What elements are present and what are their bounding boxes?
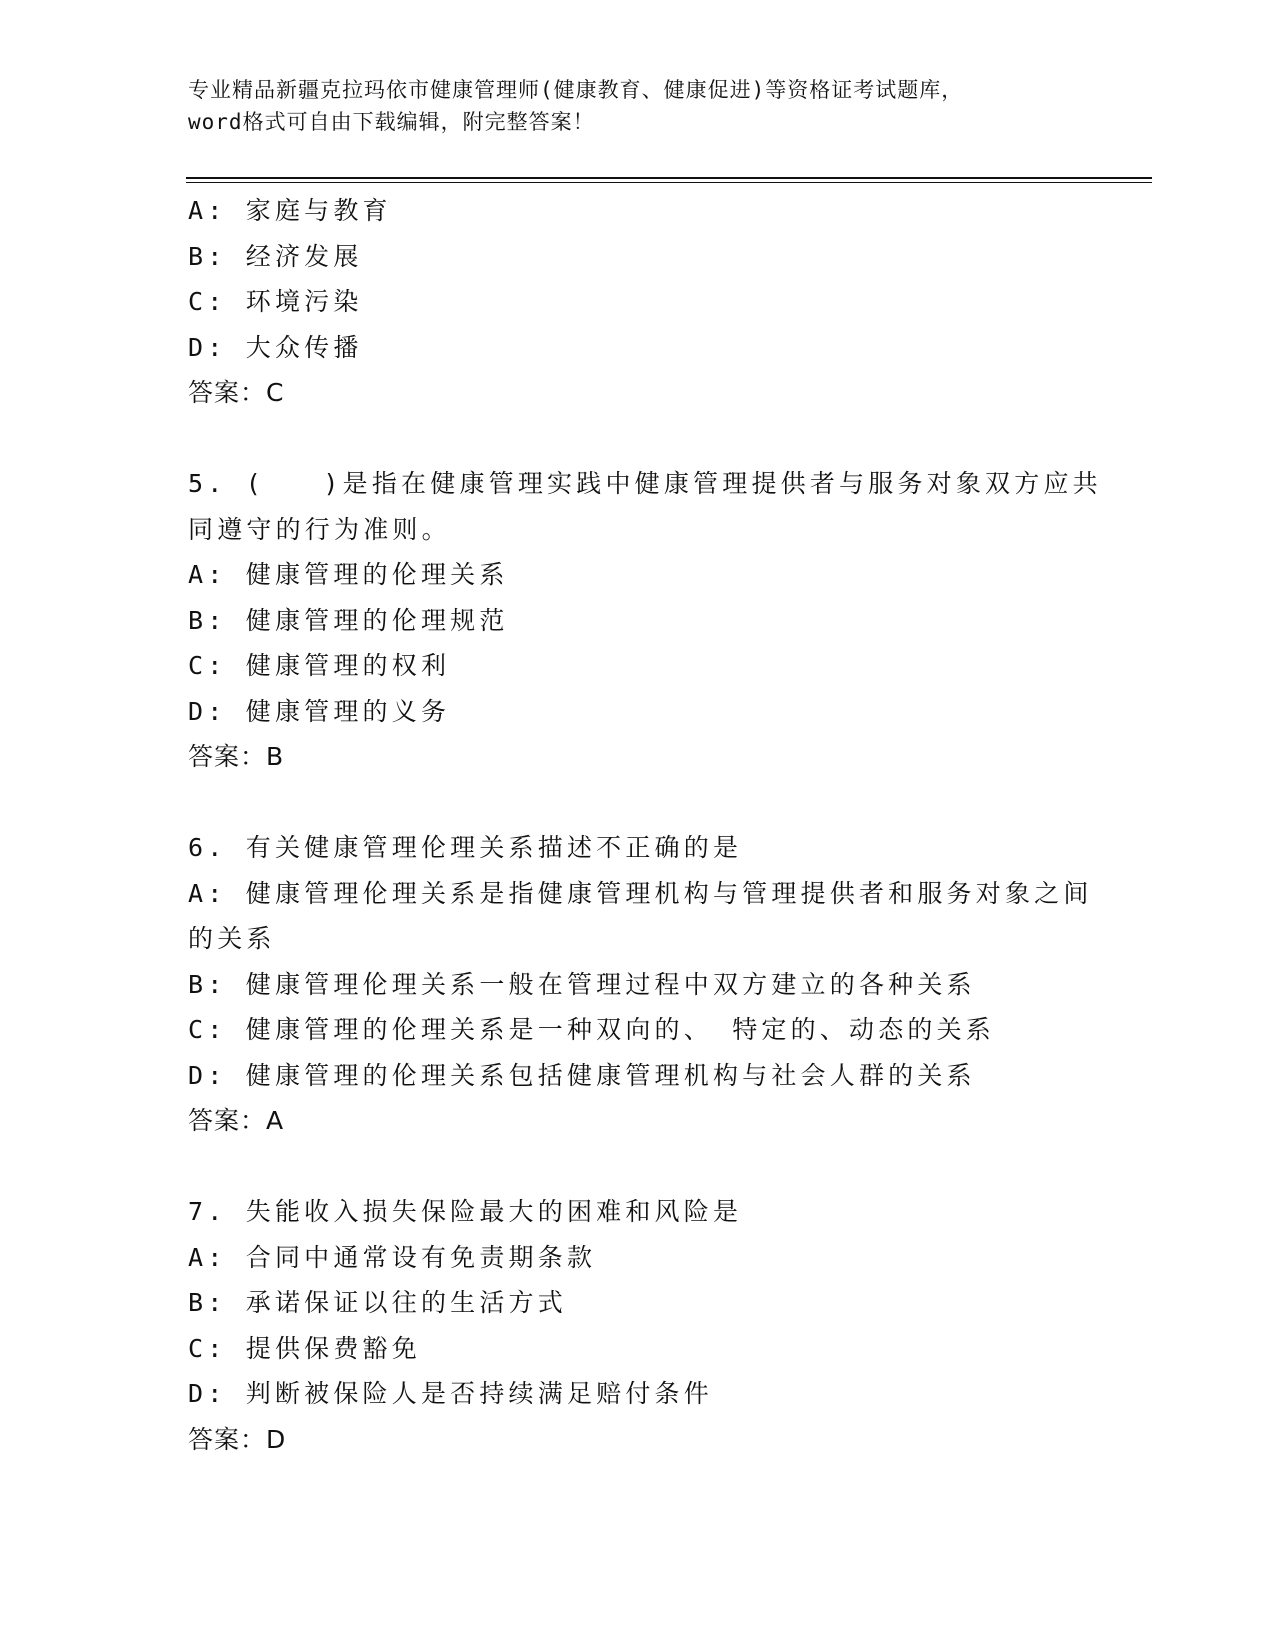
question-stem-line: 6. 有关健康管理伦理关系描述不正确的是 [188,833,743,862]
option-b: B: 健康管理的伦理规范 [188,605,509,635]
question-block-7 [188,1189,1088,1462]
spacer [188,1144,1088,1190]
header-title-line-1: 专业精品新疆克拉玛依市健康管理师(健康教育、健康促进)等资格证考试题库， [188,78,964,102]
question-block-4 [188,188,1088,416]
option-b: B: 承诺保证以往的生活方式 [188,1288,567,1317]
option-c: C: 健康管理的权利 [188,651,451,680]
spacer [188,780,1088,826]
question-stem-line: 同遵守的行为准则。 [188,514,451,544]
answer-line: 答案：A [188,1106,285,1135]
option-d: D: 健康管理的义务 [188,696,451,726]
header-divider-thin [186,182,1152,183]
answer-line: 答案：C [188,378,285,407]
question-block-5 [188,461,1102,780]
question-stem-line: 7. 失能收入损失保险最大的困难和风险是 [188,1197,743,1226]
question-list [188,188,1102,1462]
option-c: C: 健康管理的伦理关系是一种双向的、 特定的、动态的关系 [188,1015,996,1044]
option-b: B: 经济发展 [188,241,363,271]
document-header [188,74,1088,138]
answer-line: 答案：D [188,1424,287,1454]
option-c: C: 提供保费豁免 [188,1333,421,1363]
option-d: D: 大众传播 [188,332,363,362]
answer-line: 答案：B [188,742,285,771]
option-d: D: 判断被保险人是否持续满足赔付条件 [188,1379,713,1408]
question-block-6 [188,825,1093,1144]
option-b: B: 健康管理伦理关系一般在管理过程中双方建立的各种关系 [188,969,976,999]
spacer [188,416,1088,462]
option-a: A: 合同中通常设有免责期条款 [188,1242,597,1272]
option-a: A: 健康管理的伦理关系 [188,560,509,589]
header-title-line-2: word格式可自由下载编辑，附完整答案！ [188,110,595,134]
header-divider-thick [186,177,1152,179]
option-a: A: 健康管理伦理关系是指健康管理机构与管理提供者和服务对象之间 [188,878,1093,908]
option-d: D: 健康管理的伦理关系包括健康管理机构与社会人群的关系 [188,1060,976,1090]
option-a-continued: 的关系 [188,924,276,953]
question-stem-line: 5. ( )是指在健康管理实践中健康管理提供者与服务对象双方应共 [188,469,1102,498]
option-c: C: 环境污染 [188,287,363,316]
option-a: A: 家庭与教育 [188,196,392,225]
